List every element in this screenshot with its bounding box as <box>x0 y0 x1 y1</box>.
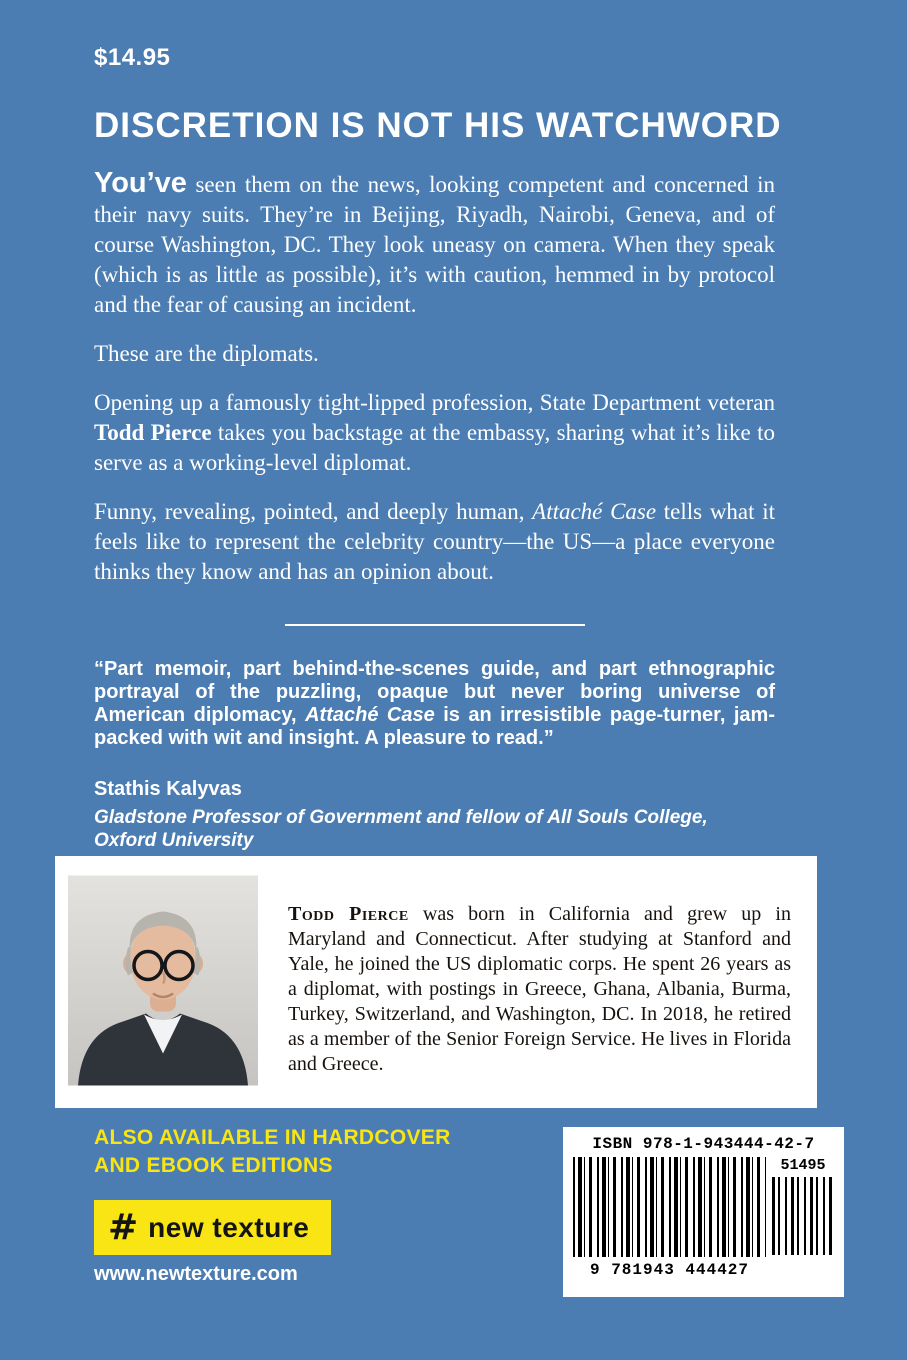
book-title-inline: Attaché Case <box>532 499 657 524</box>
paragraph-1-lead: You’ve <box>94 167 187 199</box>
author-bio <box>288 902 791 1077</box>
barcode-addon-number: 51495 <box>780 1157 826 1174</box>
publisher-name: new texture <box>148 1211 310 1243</box>
paragraph-1-text: seen them on the news, looking competent and concerned in their navy suits. They’re in Beijing, Riyadh, Nairobi, Geneva, and of course Washington, DC. They look uneasy on camera. When they speak (which is as little as possible), it’s with caution, hemmed in by protocol and the fear of causing an incident. <box>94 172 775 317</box>
author-bio-text: was born in California and grew up in Maryland and Connecticut. After studying at Stanford and Yale, he joined the US diplomatic corps. He spent 26 years as a diplomat, with postings in Greece, Ghana, Albania, Burma, Turkey, Switzerland, and Washington, DC. In 2018, he retired as a member of the Senior Foreign Service. He lives in Florida and Greece. <box>288 903 791 1075</box>
barcode-addon <box>772 1157 834 1257</box>
quote-text: “Part memoir, part behind-the-scenes guide, and part ethnographic portrayal of the puzzling, opaque but never boring universe of American diplomacy, <box>94 658 775 726</box>
barcode-digits: 9 781943 444427 <box>589 1261 750 1279</box>
paragraph-4-text: Funny, revealing, pointed, and deeply human, <box>94 499 533 524</box>
publisher-website: www.newtexture.com <box>94 1263 298 1285</box>
barcode-row <box>573 1157 834 1257</box>
paragraph-4-text-after: tells what it feels like to represent the celebrity country—the US—a place everyone thinks they know and has an opinion about. <box>94 499 775 584</box>
barcode <box>573 1157 766 1257</box>
reviewer-title-line1: Gladstone Professor of Government and fellow of All Souls College, <box>94 807 708 828</box>
paragraph-1 <box>94 168 775 320</box>
publisher-logo <box>94 1200 331 1255</box>
isbn-text: ISBN 978-1-943444-42-7 <box>592 1135 815 1153</box>
quote-text-after: is an irresistible page-turner, jam-packed with wit and insight. A pleasure to read.” <box>94 704 775 749</box>
quote-book-title: Attaché Case <box>305 704 435 726</box>
also-available-line1: ALSO AVAILABLE IN HARDCOVER <box>94 1126 451 1149</box>
paragraph-3 <box>94 388 775 478</box>
headline: DISCRETION IS NOT HIS WATCHWORD <box>94 106 782 145</box>
price: $14.95 <box>94 44 171 71</box>
review-quote <box>94 658 775 750</box>
author-photo <box>68 875 258 1086</box>
reviewer-title <box>94 806 775 852</box>
reviewer-name: Stathis Kalyvas <box>94 778 242 800</box>
paragraph-3-text: Opening up a famously tight-lipped profession, State Department veteran <box>94 390 775 415</box>
blurb-column <box>94 168 775 852</box>
reviewer-title-line2: Oxford University <box>94 830 254 851</box>
divider <box>285 624 585 626</box>
hash-icon: # <box>108 1206 139 1248</box>
paragraph-4 <box>94 497 775 587</box>
also-available-note <box>94 1124 451 1180</box>
paragraph-3-text-after: takes you backstage at the embassy, sharing what it’s like to serve as a working-level diplomat. <box>94 420 775 475</box>
author-name-inline: Todd Pierce <box>94 420 212 445</box>
paragraph-2: These are the diplomats. <box>94 341 319 366</box>
barcode-panel <box>563 1127 844 1297</box>
barcode-addon-bars <box>772 1177 834 1255</box>
also-available-line2: AND EBOOK EDITIONS <box>94 1154 333 1177</box>
author-bio-panel <box>55 856 817 1108</box>
author-bio-name: Todd Pierce <box>288 903 409 925</box>
